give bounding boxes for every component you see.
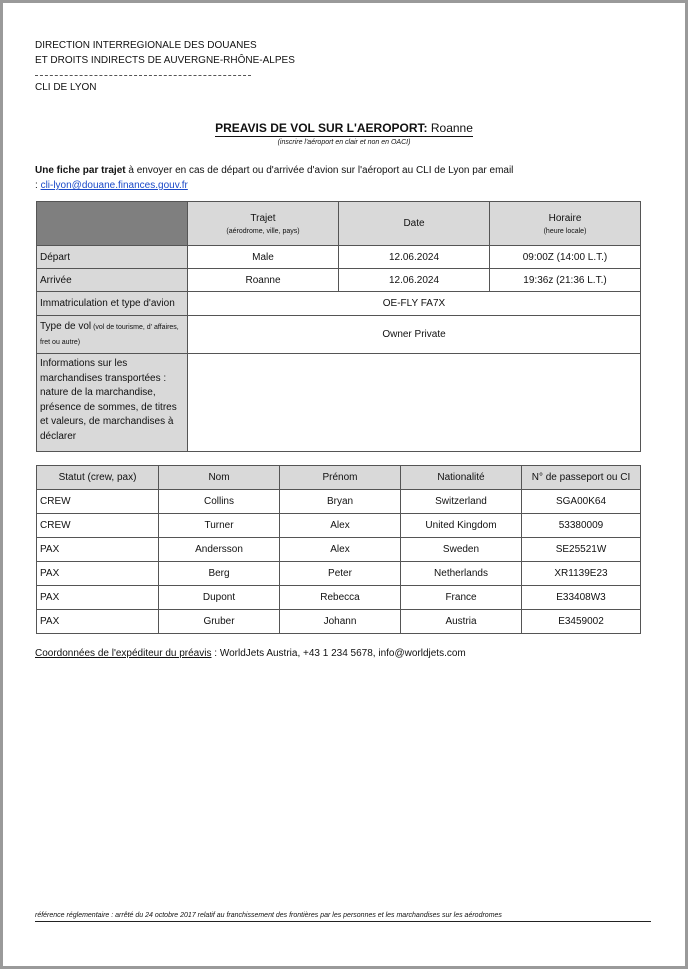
marchandises-value <box>188 354 641 452</box>
flight-table <box>36 201 641 452</box>
header-trajet-label: Trajet <box>250 212 276 224</box>
cell-nom: Gruber <box>159 610 280 634</box>
header-horaire-sub: (heure locale) <box>543 227 587 235</box>
cell-statut: PAX <box>37 562 159 586</box>
cell-nationalite: Sweden <box>401 538 522 562</box>
people-table <box>36 465 641 634</box>
depart-trajet: Male <box>188 246 339 269</box>
cell-nationalite: France <box>401 586 522 610</box>
immatriculation-row <box>37 292 641 316</box>
intro-paragraph <box>35 163 515 193</box>
sender-contact-label: Coordonnées de l'expéditeur du préavis <box>35 648 212 659</box>
cell-prenom: Alex <box>280 514 401 538</box>
flight-header-trajet <box>188 202 339 246</box>
depart-label: Départ <box>37 246 188 269</box>
cell-passeport: E3459002 <box>522 610 641 634</box>
issuer-header <box>35 38 295 68</box>
issuer-line-2: ET DROITS INDIRECTS DE AUVERGNE-RHÔNE-ALPES <box>35 55 295 66</box>
cell-passeport: SE25521W <box>522 538 641 562</box>
cell-statut: PAX <box>37 538 159 562</box>
cell-prenom: Rebecca <box>280 586 401 610</box>
depart-horaire: 09:00Z (14:00 L.T.) <box>490 246 641 269</box>
table-row <box>37 514 641 538</box>
immatriculation-value: OE-FLY FA7X <box>188 292 641 316</box>
flight-header-horaire <box>490 202 641 246</box>
type-vol-label: Type de vol <box>40 320 92 332</box>
flight-header-date: Date <box>339 202 490 246</box>
cell-nom: Turner <box>159 514 280 538</box>
people-header-statut: Statut (crew, pax) <box>37 466 159 490</box>
type-vol-value: Owner Private <box>188 316 641 354</box>
cell-statut: CREW <box>37 490 159 514</box>
cell-passeport: 53380009 <box>522 514 641 538</box>
people-header-row <box>37 466 641 490</box>
flight-header-empty <box>37 202 188 246</box>
sender-contact <box>35 648 466 659</box>
cell-prenom: Bryan <box>280 490 401 514</box>
intro-bold: Une fiche par trajet <box>35 165 126 176</box>
people-header-prenom: Prénom <box>280 466 401 490</box>
cell-prenom: Peter <box>280 562 401 586</box>
cell-passeport: SGA00K64 <box>522 490 641 514</box>
cell-nom: Dupont <box>159 586 280 610</box>
type-vol-label-cell <box>37 316 188 354</box>
table-row <box>37 538 641 562</box>
title-airport: Roanne <box>427 121 473 135</box>
table-row <box>37 490 641 514</box>
arrivee-trajet: Roanne <box>188 269 339 292</box>
cell-statut: PAX <box>37 610 159 634</box>
immatriculation-label: Immatriculation et type d'avion <box>37 292 188 316</box>
dashed-separator <box>35 75 251 76</box>
table-row <box>37 610 641 634</box>
cell-nationalite: Netherlands <box>401 562 522 586</box>
intro-text: à envoyer en cas de départ ou d'arrivée d'avion sur l'aéroport au CLI de Lyon par email : <box>35 165 514 191</box>
sender-contact-value: : WorldJets Austria, +43 1 234 5678, info@worldjets.com <box>211 648 466 659</box>
arrivee-horaire: 19:36z (21:36 L.T.) <box>490 269 641 292</box>
depart-date: 12.06.2024 <box>339 246 490 269</box>
cli-label: CLI DE LYON <box>35 82 97 93</box>
table-row <box>37 586 641 610</box>
header-horaire-label: Horaire <box>548 212 582 224</box>
cell-nationalite: Austria <box>401 610 522 634</box>
people-header-passeport: N° de passeport ou CI <box>522 466 641 490</box>
cell-nom: Collins <box>159 490 280 514</box>
title-label: PREAVIS DE VOL SUR L'AEROPORT: <box>215 121 428 135</box>
marchandises-label: Informations sur les marchandises transportées : nature de la marchandise, présence de sommes, de titres et valeurs, de marchandises à déclarer <box>37 354 188 452</box>
arrivee-label: Arrivée <box>37 269 188 292</box>
cell-nationalite: United Kingdom <box>401 514 522 538</box>
cell-nom: Berg <box>159 562 280 586</box>
people-header-nationalite: Nationalité <box>401 466 522 490</box>
regulatory-footer: référence réglementaire : arrêté du 24 octobre 2017 relatif au franchissement des frontières par les personnes et les marchandises sur les aérodromes <box>35 912 651 922</box>
cell-prenom: Alex <box>280 538 401 562</box>
header-trajet-sub: (aérodrome, ville, pays) <box>226 227 300 235</box>
cell-prenom: Johann <box>280 610 401 634</box>
type-vol-label-sub: (vol de tourisme, d' affaires, fret ou autre) <box>40 323 179 346</box>
title-subtitle: (inscrire l'aéroport en clair et non en OACI) <box>277 139 411 146</box>
marchandises-row <box>37 354 641 452</box>
depart-row <box>37 246 641 269</box>
cell-nom: Andersson <box>159 538 280 562</box>
issuer-line-1: DIRECTION INTERREGIONALE DES DOUANES <box>35 40 257 51</box>
cell-statut: CREW <box>37 514 159 538</box>
type-vol-row <box>37 316 641 354</box>
people-header-nom: Nom <box>159 466 280 490</box>
cell-statut: PAX <box>37 586 159 610</box>
cell-nationalite: Switzerland <box>401 490 522 514</box>
page-title <box>3 121 685 137</box>
cell-passeport: E33408W3 <box>522 586 641 610</box>
table-row <box>37 562 641 586</box>
arrivee-date: 12.06.2024 <box>339 269 490 292</box>
cell-passeport: XR1139E23 <box>522 562 641 586</box>
arrivee-row <box>37 269 641 292</box>
email-link[interactable]: cli-lyon@douane.finances.gouv.fr <box>40 180 188 191</box>
